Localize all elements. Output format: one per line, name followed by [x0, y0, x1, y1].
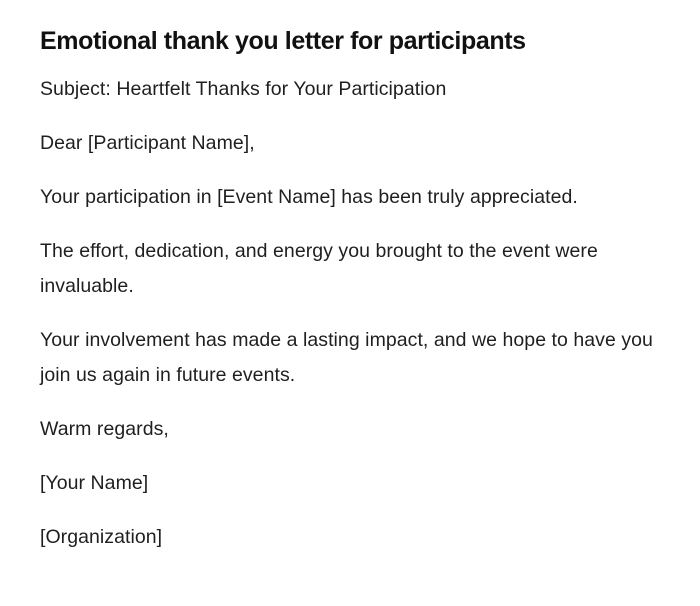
body-paragraph-3: Your involvement has made a lasting impact, and we hope to have you join us again in future events. — [40, 329, 653, 386]
sender-organization: [Organization] — [40, 526, 163, 548]
salutation: Dear [Participant Name], — [40, 132, 255, 154]
closing: Warm regards, — [40, 418, 169, 440]
subject-line: Subject: Heartfelt Thanks for Your Participation — [40, 78, 447, 100]
sender-name: [Your Name] — [40, 472, 149, 494]
body-paragraph-1: Your participation in [Event Name] has been truly appreciated. — [40, 186, 578, 208]
body-paragraph-2: The effort, dedication, and energy you brought to the event were invaluable. — [40, 240, 598, 297]
page-title: Emotional thank you letter for participants — [40, 27, 526, 55]
